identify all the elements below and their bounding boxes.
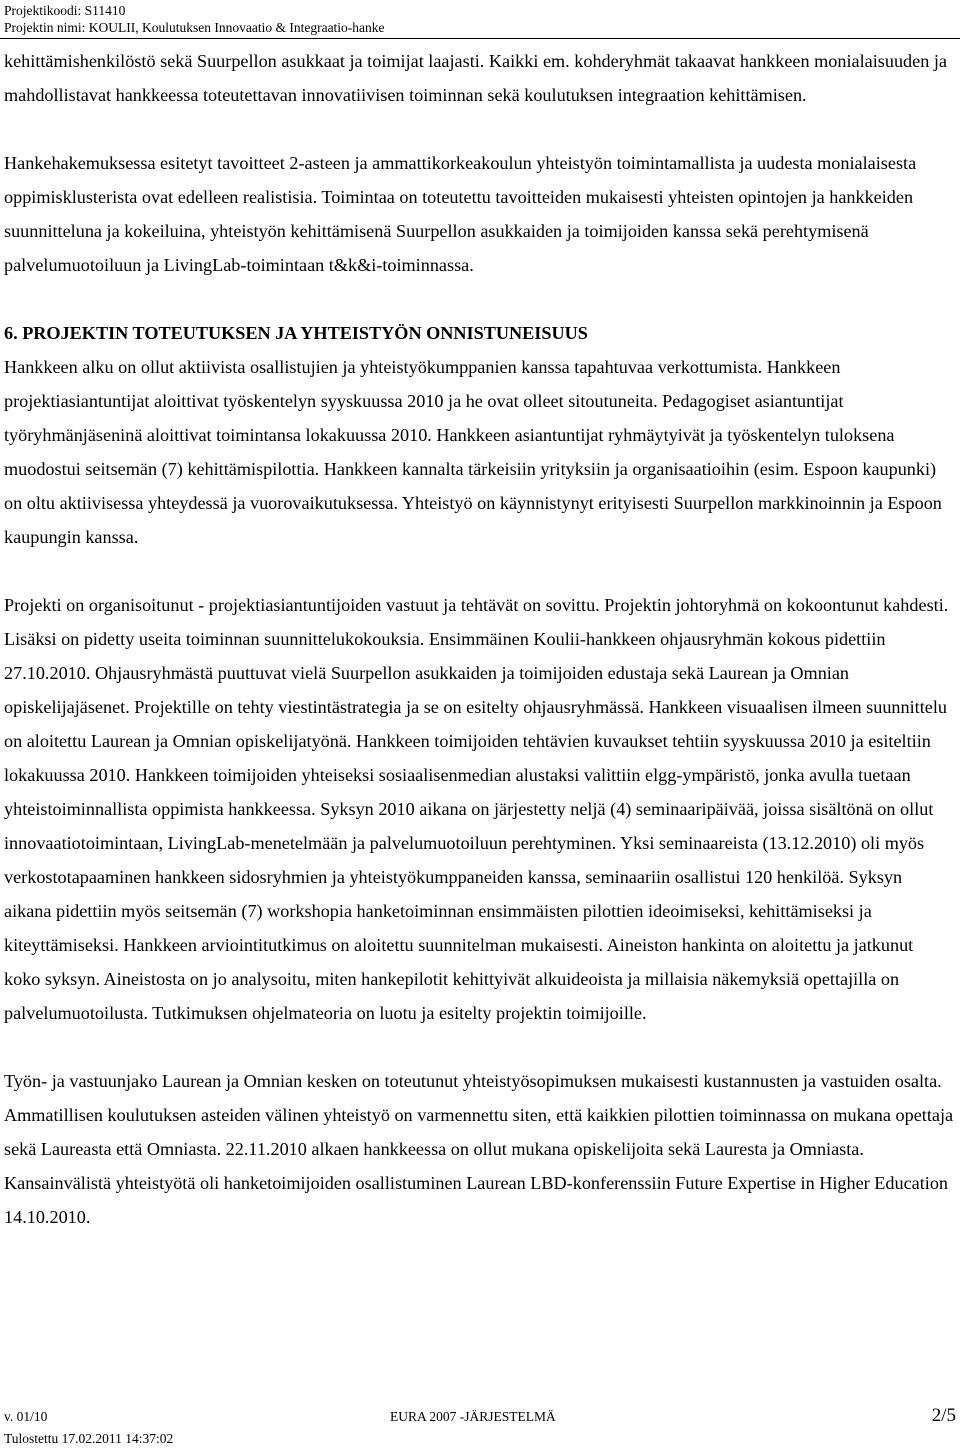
page-footer [0, 1405, 960, 1449]
project-code: Projektikoodi: S11410 [4, 3, 126, 18]
paragraph-goals: Hankehakemuksessa esitetyt tavoitteet 2-asteen ja ammattikorkeakoulun yhteistyön toimintamallista ja uudesta monialaisesta oppimisklusterista ovat edelleen realistisia. Toimintaa on toteutettu tavoitteiden mukaisesti yhteisten opintojen ja hankkeiden suunnitteluna ja kokeiluina, yhteistyön kehittämisenä Suurpellon asukkaiden ja toimijoiden kanssa sekä perehtymisenä palvelumuotoiluun ja LivingLab-toimintaan t&k&i-toiminnassa. [4, 153, 917, 275]
section-heading: 6. PROJEKTIN TOTEUTUKSEN JA YHTEISTYÖN ONNISTUNEISUUS [4, 323, 588, 343]
footer-printed-date: Tulostettu 17.02.2011 14:37:02 [4, 1431, 174, 1446]
page-number: 2/5 [931, 1405, 956, 1426]
paragraph-start: Hankkeen alku on ollut aktiivista osallistujien ja yhteistyökumppanien kanssa tapahtuvaa verkottumista. Hankkeen projektiasiantuntijat aloittivat työskentelyn syyskuussa 2010 ja he ovat olleet sitoutuneita. Pedagogiset asiantuntijat työryhmänjäseninä aloittivat toimintansa lokakuussa 2010. Hankkeen asiantuntijat ryhmäytyivät ja työskentelyn tuloksena muodostui seitsemän (7) kehittämispilottia. Hankkeen kannalta tärkeisiin yrityksiin ja organisaatioihin (esim. Espoon kaupunki) on oltu aktiivisessa yhteydessä ja vuorovaikutuksessa. Yhteistyö on käynnistynyt erityisesti Suurpellon markkinoinnin ja Espoon kaupungin kanssa. [4, 357, 942, 547]
paragraph-division-of-work: Työn- ja vastuunjako Laurean ja Omnian kesken on toteutunut yhteistyösopimuksen mukaisesti kustannusten ja vastuiden osalta. Ammatillisen koulutuksen asteiden välinen yhteistyö on varmennettu siten, että kaikkien pilottien toiminnassa on mukana opettaja sekä Laureasta että Omniasta. 22.11.2010 alkaen hankkeessa on ollut mukana opiskelijoita sekä Lauresta ja Omniasta. Kansainvälistä yhteistyötä oli hanketoimijoiden osallistuminen Laurean LBD-konferenssiin Future Expertise in Higher Education 14.10.2010. [4, 1071, 954, 1227]
header-divider [0, 38, 960, 39]
paragraph-organisation: Projekti on organisoitunut - projektiasiantuntijoiden vastuut ja tehtävät on sovittu. Projektin johtoryhmä on kokoontunut kahdesti. Lisäksi on pidetty useita toiminnan suunnittelukokouksia. Ensimmäinen Koulii-hankkeen ohjausryhmän kokous pidettiin 27.10.2010. Ohjausryhmästä puuttuvat vielä Suurpellon asukkaiden ja toimijoiden edustaja sekä Laurean ja Omnian opiskelijajäsenet. Projektille on tehty viestintästrategia ja se on esitelty ohjausryhmässä. Hankkeen visuaalisen ilmeen suunnittelu on aloitettu Laurean ja Omnian opiskelijatyönä. Hankkeen toimijoiden tehtävien kuvaukset tehtiin syyskuussa 2010 ja esiteltiin lokakuussa 2010. Hankkeen toimijoiden yhteiseksi sosiaalisenmedian alustaksi valittiin elgg-ympäristö, jonka avulla tuetaan yhteistoiminnallista oppimista hankkeessa. Syksyn 2010 aikana on järjestetty neljä (4) seminaaripäivää, joissa sisältönä on ollut innovaatiotoimintaan, LivingLab-menetelmään ja palvelumuotoiluun perehtyminen. Yksi seminaareista (13.12.2010) oli myös verkostotapaaminen hankkeen sidosryhmien ja yhteistyökumppaneiden kanssa, seminaariin osallistui 120 henkilöä. Syksyn aikana pidettiin myös seitsemän (7) workshopia hanketoiminnan ensimmäisten pilottien ideoimiseksi, kehittämiseksi ja kiteyttämiseksi. Hankkeen arviointitutkimus on aloitettu suunnitelman mukaisesti. Aineiston hankinta on aloitettu ja jatkunut koko syksyn. Aineistosta on jo analysoitu, miten hankepilotit kehittyivät alkuideoista ja millaisia näkemyksiä opettajilla on palvelumuotoilusta. Tutkimuksen ohjelmateoria on luotu ja esitelty projektin toimijoille. [4, 595, 949, 1023]
paragraph-continuation: kehittämishenkilöstö sekä Suurpellon asukkaat ja toimijat laajasti. Kaikki em. kohderyhmät takaavat hankkeen monialaisuuden ja mahdollistavat hankkeessa toteutettavan innovatiivisen toiminnan sekä koulutuksen integraation kehittämisen. [4, 51, 947, 105]
footer-system-name: EURA 2007 -JÄRJESTELMÄ [390, 1409, 556, 1424]
footer-version: v. 01/10 [4, 1409, 48, 1424]
page-header [4, 2, 385, 36]
document-body [4, 44, 954, 1234]
project-name: Projektin nimi: KOULII, Koulutuksen Innovaatio & Integraatio-hanke [4, 20, 385, 35]
